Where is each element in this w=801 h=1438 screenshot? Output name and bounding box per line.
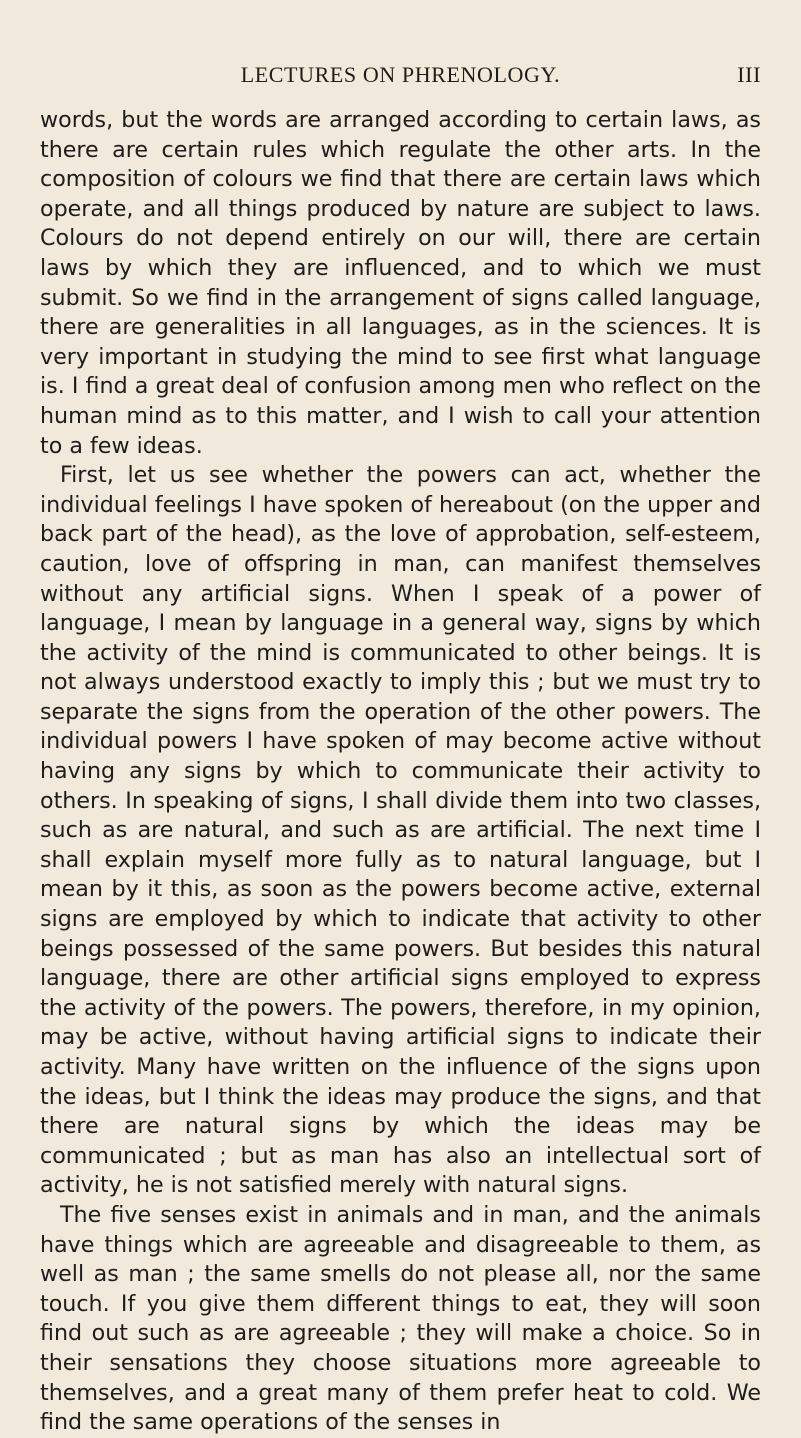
paragraph: words, but the words are arranged according to certain laws, as there are certain rules which regulate the other arts. In the composition of colours we find that there are certain laws which operate, and all things produced by nature are subject to laws. Colours do not depend entirely on our will, there are certain laws by which they are influenced, and to which we must submit. So we find in the arrangement of signs called language, there are generalities in all languages, as in the sciences. It is very important in studying the mind to see first what language is. I find a great deal of confusion among men who reflect on the human mind as to this matter, and I wish to call your attention to a few ideas. — [40, 107, 761, 459]
paragraph: The five senses exist in animals and in man, and the animals have things which are agreeable and disagreeable to them, as well as man ; the same smells do not please all, nor the same touch. If you give them different things to eat, they will soon find out such as are agreeable ; they will make a choice. So in their sensations they choose situations more agreeable to themselves, and a great many of them prefer heat to cold. We find the same operations of the senses in — [40, 1201, 761, 1436]
running-title: LECTURES ON PHRENOLOGY. — [240, 62, 561, 87]
paragraph: First, let us see whether the powers can act, whether the individual feelings I have spoken of hereabout (on the upper and back part of the head), as the love of approbation, self-esteem, caution, love of offspring in man, can manifest themselves without any artificial signs. When I speak of a power of language, I mean by language in a general way, signs by which the activity of the mind is communicated to other beings. It is not always understood exactly to imply this ; but we must try to separate the signs from the operation of the other powers. The individual powers I have spoken of may become active without having any signs by which to communicate their activity to others. In speaking of signs, I shall divide them into two classes, such as are natural, and such as are artificial. The next time I shall explain myself more fully as to natural language, but I mean by it this, as soon as the powers become active, external signs are employed by which to indicate that activity to other beings possessed of the same powers. But besides this natural language, there are other artificial signs employed to express the activity of the powers. The powers, therefore, in my opinion, may be active, without having artificial signs to indicate their activity. Many have written on the influence of the signs upon the ideas, but I think the ideas may produce the signs, and that there are natural signs by which the ideas may be communicated ; but as man has also an intellectual sort of activity, he is not satisfied merely with natural signs. — [40, 462, 761, 1199]
page-number: III — [737, 62, 761, 87]
running-head — [40, 62, 761, 98]
body-text — [40, 106, 761, 1438]
